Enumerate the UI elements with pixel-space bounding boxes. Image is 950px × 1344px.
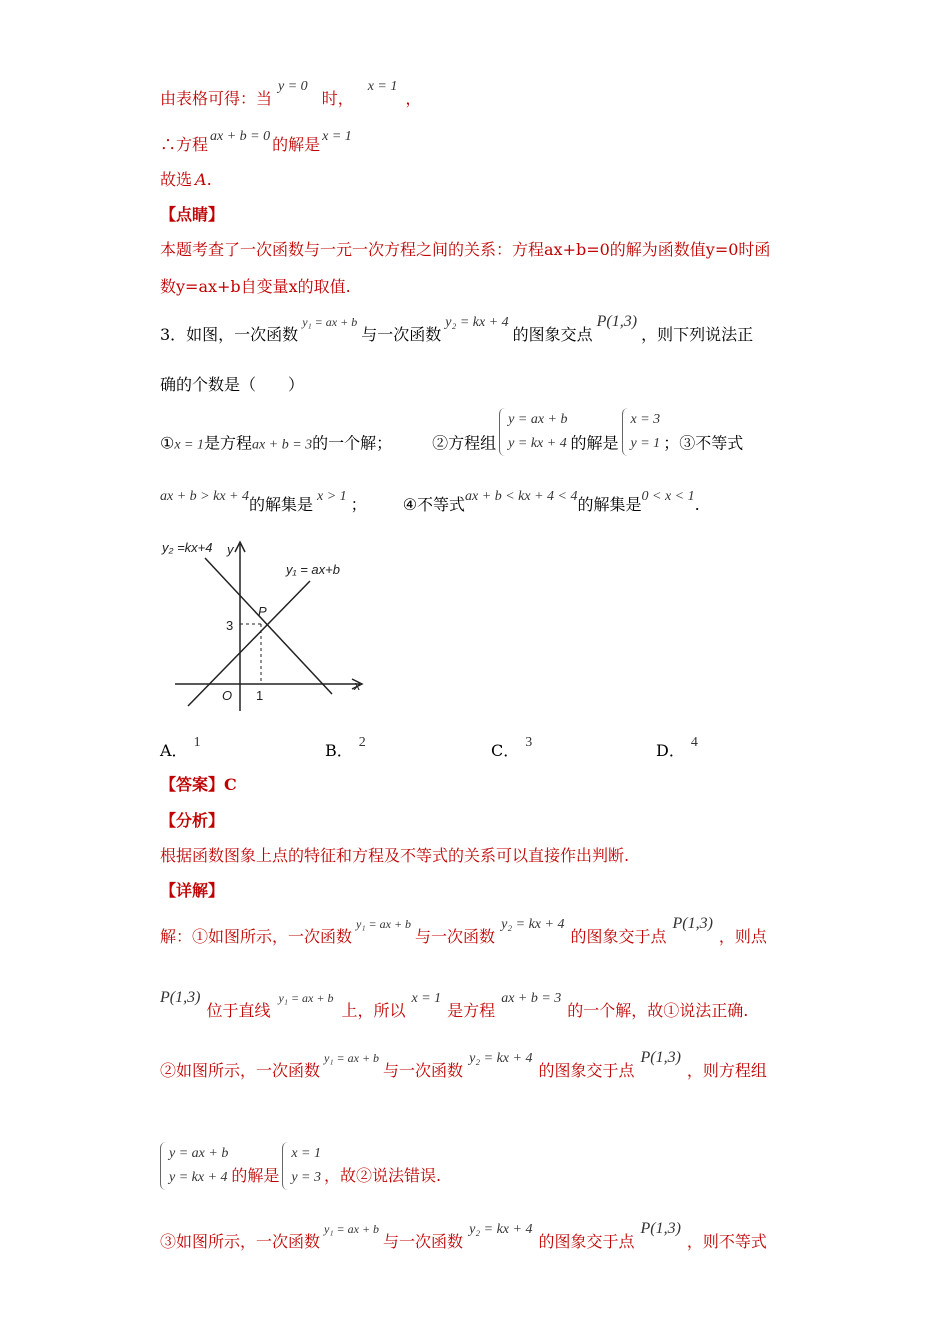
text: 与一次函数 [383,1061,464,1080]
text: 的图象交于点 [538,1232,635,1251]
label-tick-1: 1 [256,688,264,703]
math-y-eq-0: y = 0 [278,79,308,94]
text: ③如图所示，一次函数 [160,1232,321,1251]
option-b[interactable] [325,735,366,761]
math-y1: y₁ = ax + b [324,1222,380,1236]
text: 上，所以 [341,1001,406,1020]
label-point-p: P [258,604,267,619]
option-a[interactable] [160,735,201,761]
math-point-p: P(1,3) [672,915,713,932]
option-letter: C． [491,741,520,760]
label-tick-3: 3 [226,618,234,633]
text: ∴方程 [160,135,209,154]
dianjing-text-1: 本题考查了一次函数与一元一次方程之间的关系：方程ax+b=0的解为函数值y=0时函 [160,240,771,259]
text: ，则不等式 [686,1232,767,1251]
math: ax + b = 3 [252,437,313,453]
option-value: 3 [525,735,533,750]
text: ②如图所示，一次函数 [160,1061,321,1080]
text: 的图象交于点 [538,1061,635,1080]
eq: x = 3 [630,412,661,427]
text: 的一个解，故①说法正确. [567,1001,749,1020]
text: ，则方程组 [686,1061,767,1080]
text: 是方程 [204,433,253,453]
heading-dianjing: 【点睛】 [160,205,225,224]
option-letter: A． [160,741,188,760]
math-x-eq-1: x = 1 [367,79,398,94]
detail-line-5 [160,1220,767,1255]
label-y: y [227,542,234,557]
math-y2: y₂ = kx + 4 [445,315,509,330]
text: ，故②说法错误. [324,1165,442,1185]
math-y1: y₁ = ax + b [356,917,412,931]
text: 与一次函数 [383,1232,464,1251]
text: 3．如图，一次函数 [160,325,299,344]
solution-line-2 [160,129,354,158]
text: 位于直线 [206,1001,271,1020]
option-d[interactable] [656,735,698,761]
math-y2: y₂ = kx + 4 [469,1222,533,1237]
math-x-eq-1: x = 1 [411,991,442,1006]
option-value: 1 [193,735,201,750]
detail-line-1 [160,915,767,950]
eq: y = 3 [291,1170,322,1185]
statements-line-2 [160,489,700,518]
math-equation: ax + b = 0 [210,129,271,144]
text: ；③不等式 [663,433,744,453]
eq: y = 1 [630,436,661,451]
line-y1 [188,581,310,706]
answer-letter: A [195,170,207,189]
text: ； [350,495,367,514]
math-y1: y₁ = ax + b [324,1051,380,1065]
text: ① [160,433,175,453]
label-y2: y₂ =kx+4 [162,540,213,555]
math: ax + b > kx + 4 [160,489,249,504]
text: ， [405,89,422,108]
function-graph [160,536,370,716]
math-point-p: P(1,3) [596,313,638,330]
equation-system [499,408,567,456]
option-c[interactable] [491,735,533,761]
eq: x = 1 [291,1146,322,1161]
eq: y = ax + b [169,1146,229,1161]
text: ②方程组 [432,433,497,453]
answer-value: C [224,775,237,794]
math-point-p: P(1,3) [160,989,201,1006]
text: ，则下列说法正 [641,325,754,344]
text: . [206,170,212,189]
heading-fenxi: 【分析】 [160,811,225,830]
label-x: x [354,678,361,693]
math-y1: y₁ = ax + b [302,315,358,329]
math: ax + b < kx + 4 < 4 [465,489,578,504]
text: . [694,495,700,514]
math-x-eq-1: x = 1 [322,129,352,144]
text: 与一次函数 [415,927,496,946]
math-y1: y₁ = ax + b [278,991,334,1005]
dianjing-text-2: 数y=ax+b自变量x的取值. [160,277,351,296]
text: 的图象交于点 [570,927,667,946]
heading-xiangjie: 【详解】 [160,881,225,900]
text: 由表格可得：当 [160,89,273,108]
detail-line-3 [160,1049,767,1084]
detail-line-2 [160,989,749,1024]
text: ，则点 [718,927,767,946]
question-3-line-2: 确的个数是（ ） [160,375,305,394]
text: 与一次函数 [361,325,442,344]
math-y2: y₂ = kx + 4 [501,917,565,932]
text: 时， [321,89,354,108]
text: ④不等式 [402,495,466,514]
answer-line [160,774,237,796]
solution-line-1 [160,79,422,112]
eq: y = kx + 4 [169,1170,228,1185]
math: x > 1 [317,489,347,504]
answer-heading: 【答案】 [160,775,225,794]
math: x = 1 [174,437,205,453]
math: 0 < x < 1 [641,489,695,504]
text: 故选 [160,170,193,189]
option-value: 4 [690,735,698,750]
label-origin: O [222,688,233,703]
option-letter: B． [325,741,353,760]
line-y2 [205,558,332,694]
statements-line-1 [160,412,744,468]
text: 的解是 [231,1165,280,1185]
text: 的一个解； [312,433,393,453]
text: 的解集是 [248,495,313,514]
fenxi-text: 根据函数图象上点的特征和方程及不等式的关系可以直接作出判断. [160,846,630,865]
option-letter: D． [656,741,685,760]
text: 的解是 [570,433,619,453]
option-value: 2 [358,735,366,750]
math-y2: y₂ = kx + 4 [469,1051,533,1066]
solution-system [282,1142,321,1190]
eq: y = ax + b [508,412,568,427]
text: 是方程 [447,1001,496,1020]
detail-line-4 [160,1142,441,1190]
text: 的解是 [272,135,321,154]
eq: y = kx + 4 [508,436,567,451]
solution-system [622,408,661,456]
label-y1: y₁ = ax+b [286,562,340,577]
solution-line-3 [160,169,212,191]
math-equation: ax + b = 3 [501,991,562,1006]
equation-system [160,1142,228,1190]
math-point-p: P(1,3) [640,1220,681,1237]
text: 的图象交点 [512,325,593,344]
math-point-p: P(1,3) [640,1049,681,1066]
question-3-line-1 [160,313,754,348]
text: 解：①如图所示，一次函数 [160,927,353,946]
text: 的解集是 [577,495,642,514]
